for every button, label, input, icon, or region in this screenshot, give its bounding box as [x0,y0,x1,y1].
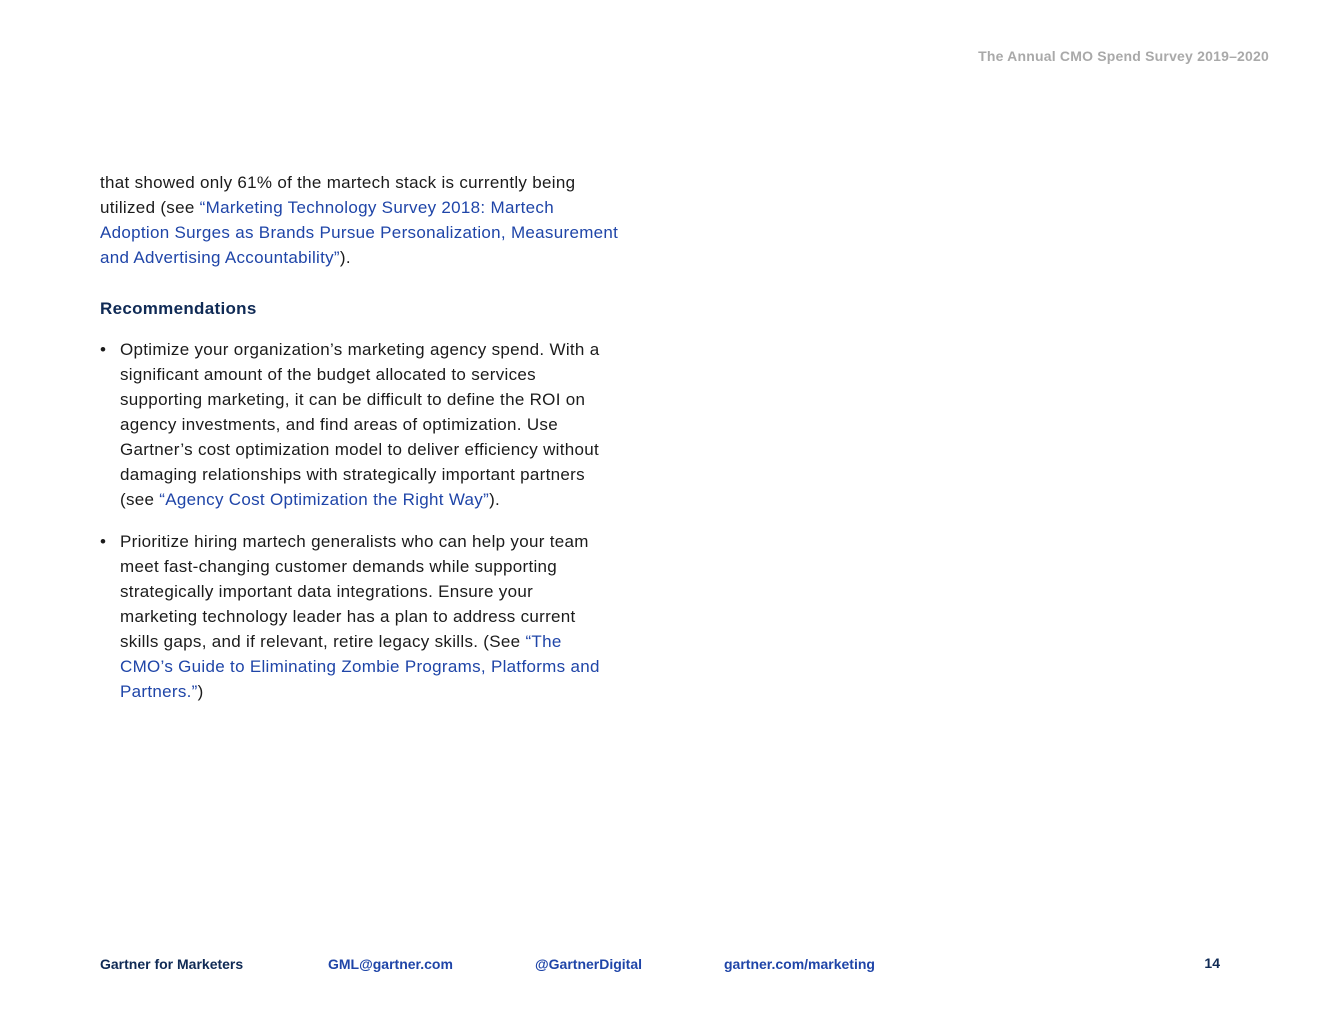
zombie-programs-link[interactable]: “The CMO’s Guide to Eliminating Zombie Programs, Platforms and Partners.” [120,632,600,701]
bullet-marker: • [100,532,107,551]
martech-survey-link[interactable]: “Marketing Technology Survey 2018: Martech Adoption Surges as Brands Pursue Personalization, Measurement and Advertising Accountability” [100,198,619,267]
footer-twitter-link[interactable]: @GartnerDigital [535,956,643,972]
bullet-text-end: ) [197,682,204,701]
footer-email-link[interactable]: GML@gartner.com [328,956,453,972]
footer-website-link[interactable]: gartner.com/marketing [724,956,875,972]
bullet-text: Prioritize hiring martech generalists who can help your team meet fast-changing customer demands while supporting strategically important data integrations. Ensure your marketing technology leader has a plan to address current skills gaps, and if relevant, retire legacy skills. (See [120,532,589,651]
page-number: 14 [1204,955,1220,971]
running-header-title: The Annual CMO Spend Survey 2019–2020 [978,48,1269,64]
recommendations-list [100,337,600,704]
intro-text: that showed only 61% of the martech stack is currently being utilized (see [100,173,576,217]
bullet-text-end: ). [489,490,501,509]
footer-brand: Gartner for Marketers [100,956,244,972]
list-item [100,337,600,512]
bullet-marker: • [100,340,107,359]
bullet-text: Optimize your organization’s marketing agency spend. With a significant amount of the budget allocated to services supporting marketing, it can be difficult to define the ROI on agency investments, and find areas of optimization. Use Gartner’s cost optimization model to deliver efficiency without damaging relationships with strategically important partners (see [120,340,600,509]
recommendations-heading: Recommendations [100,299,257,318]
intro-text-end: ). [339,248,351,267]
intro-paragraph [100,170,620,270]
agency-cost-link[interactable]: “Agency Cost Optimization the Right Way” [159,490,490,509]
page-footer [100,956,1220,976]
list-item [100,529,600,704]
main-content [100,170,620,721]
